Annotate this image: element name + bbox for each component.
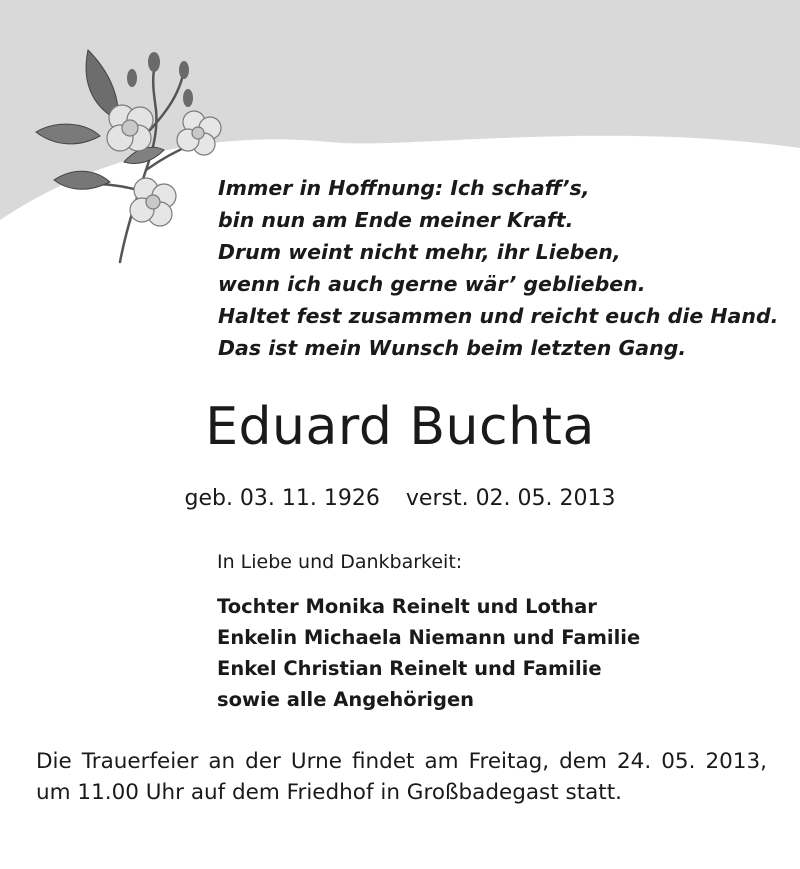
poem-line: Immer in Hoffnung: Ich schaff’s, bbox=[218, 176, 590, 200]
poem-line: Haltet fest zusammen und reicht euch die Hand. bbox=[218, 304, 779, 328]
poem-line: wenn ich auch gerne wär’ geblieben. bbox=[218, 272, 646, 296]
poem-line: Drum weint nicht mehr, ihr Lieben, bbox=[218, 240, 621, 264]
death-date: verst. 02. 05. 2013 bbox=[405, 486, 616, 511]
poem-line: bin nun am Ende meiner Kraft. bbox=[218, 208, 574, 232]
mourner-line: Enkel Christian Reinelt und Familie bbox=[217, 657, 602, 680]
mourners-list bbox=[217, 591, 640, 715]
mourner-line: Enkelin Michaela Niemann und Familie bbox=[217, 626, 641, 649]
rose-branch-icon bbox=[28, 40, 238, 265]
funeral-service-notice: Die Trauerfeier an der Urne findet am Freitag, dem 24. 05. 2013, um 11.00 Uhr auf dem Friedhof in Großbadegast statt. bbox=[36, 749, 767, 805]
deceased-name: Eduard Buchta bbox=[205, 397, 595, 457]
poem-line: Das ist mein Wunsch beim letzten Gang. bbox=[218, 336, 687, 360]
poem bbox=[218, 172, 788, 364]
mourners-intro: In Liebe und Dankbarkeit: bbox=[217, 551, 463, 573]
life-dates bbox=[0, 482, 800, 516]
mourner-line: Tochter Monika Reinelt und Lothar bbox=[217, 595, 597, 618]
birth-date: geb. 03. 11. 1926 bbox=[184, 486, 380, 511]
mourner-line: sowie alle Angehörigen bbox=[217, 688, 475, 711]
